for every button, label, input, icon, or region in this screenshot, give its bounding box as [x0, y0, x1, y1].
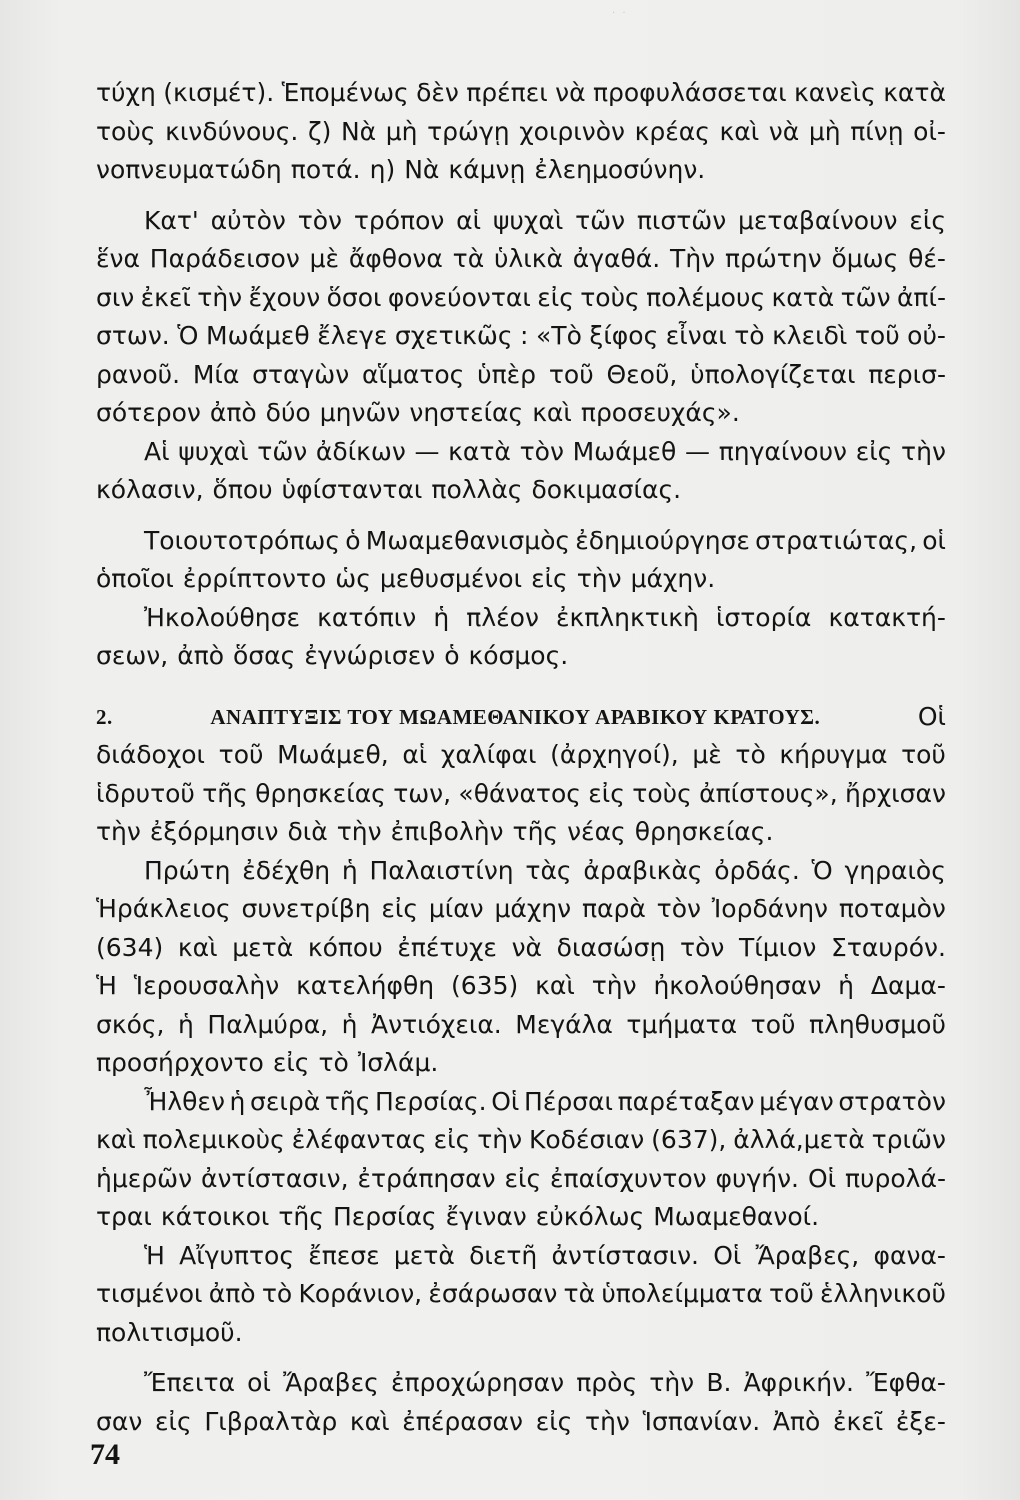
text-line: Ἡράκλειος συνετρίβη εἰς μίαν μάχην παρὰ τὸν Ἰορδάνην ποταμὸν [96, 894, 946, 923]
text-line: τοὺς κινδύνους. ζ) Νὰ μὴ τρώγῃ χοιρινὸν κρέας καὶ νὰ μὴ πίνῃ οἰ- [96, 116, 946, 146]
paragraph-gap [96, 510, 946, 522]
heading-part: 2. [96, 704, 113, 729]
heading-part: ΑΝΑΠΤΥΞΙΣ ΤΟΥ ΜΩΑΜΕΘΑΝΙΚΟΥ ΑΡΑΒΙΚΟΥ ΚΡΑΤΟΥΣ. [210, 704, 821, 729]
text-line: τραι κάτοικοι τῆς Περσίας ἔγιναν εὐκόλως Μωαμεθανοί. [96, 1202, 820, 1231]
text-line: ἕνα Παράδεισον μὲ ἄφθονα τὰ ὑλικὰ ἀγαθά. Τὴν πρώτην ὅμως θέ- [96, 244, 946, 273]
text-line: τὴν ἐξόρμησιν διὰ τὴν ἐπιβολὴν τῆς νέας θρησκείας. [96, 817, 774, 846]
text-line: κόλασιν, ὅπου ὑφίστανται πολλὰς δοκιμασίας. [96, 475, 682, 504]
scan-mark: · · [612, 8, 628, 19]
text-line: διάδοχοι τοῦ Μωάμεθ, αἱ χαλίφαι (ἀρχηγοί), μὲ τὸ κήρυγμα τοῦ [96, 740, 946, 769]
text-line: σκός, ἡ Παλμύρα, ἡ Ἀντιόχεια. Μεγάλα τμήματα τοῦ πληθυσμοῦ [96, 1009, 946, 1039]
paragraph-gap [96, 190, 946, 202]
text-line: ἡμερῶν ἀντίστασιν, ἐτράπησαν εἰς ἐπαίσχυντον φυγήν. Οἱ πυρολά- [96, 1163, 946, 1193]
text-line: σεων, ἀπὸ ὅσας ἐγνώρισεν ὁ κόσμος. [96, 641, 569, 670]
page-number: 74 [90, 1438, 120, 1471]
text-line: προσήρχοντο εἰς τὸ Ἰσλάμ. [96, 1048, 439, 1077]
body-text [96, 74, 946, 1441]
text-line: Ἡ Αἴγυπτος ἔπεσε μετὰ διετῆ ἀντίστασιν. Οἱ Ἄραβες, φανα- [144, 1240, 946, 1270]
heading-part: Οἱ [917, 701, 946, 731]
text-line: Ἡ Ἱερουσαλὴν κατελήφθη (635) καὶ τὴν ἠκολούθησαν ἡ Δαμα- [96, 971, 946, 1000]
text-line: ρανοῦ. Μία σταγὼν αἵματος ὑπὲρ τοῦ Θεοῦ, ὑπολογίζεται περισ- [96, 359, 946, 389]
text-line: Ἔπειτα οἱ Ἄραβες ἐπροχώρησαν πρὸς τὴν Β. Ἀφρικήν. Ἔφθα- [144, 1368, 946, 1397]
text-line: Τοιουτοτρόπως ὁ Μωαμεθανισμὸς ἐδημιούργησε στρατιώτας, οἱ [144, 525, 946, 555]
text-line: (634) καὶ μετὰ κόπου ἐπέτυχε νὰ διασώσῃ τὸν Τίμιον Σταυρόν. [96, 932, 946, 962]
text-line: νοπνευματώδη ποτά. η) Νὰ κάμνῃ ἐλεημοσύνην. [96, 155, 706, 184]
text-line: πολιτισμοῦ. [96, 1317, 243, 1347]
section-gap [96, 676, 946, 698]
text-line: Αἱ ψυχαὶ τῶν ἀδίκων — κατὰ τὸν Μωάμεθ — πηγαίνουν εἰς τὴν [144, 436, 946, 466]
text-line: Ἦλθεν ἡ σειρὰ τῆς Περσίας. Οἱ Πέρσαι παρέταξαν μέγαν στρατὸν [144, 1086, 946, 1116]
text-line: σιν ἐκεῖ τὴν ἔχουν ὅσοι φονεύονται εἰς τοὺς πολέμους κατὰ τῶν ἀπί- [96, 282, 946, 312]
text-line: καὶ πολεμικοὺς ἐλέφαντας εἰς τὴν Κοδέσιαν (637), ἀλλά,μετὰ τριῶν [96, 1125, 946, 1154]
text-line: ἱδρυτοῦ τῆς θρησκείας των, «θάνατος εἰς τοὺς ἀπίστους», ἤρχισαν [96, 778, 946, 808]
text-line: Πρώτη ἐδέχθη ἡ Παλαιστίνη τὰς ἀραβικὰς ὀρδάς. Ὁ γηραιὸς [144, 855, 946, 885]
text-line: Ἠκολούθησε κατόπιν ἡ πλέον ἐκπληκτικὴ ἱστορία κατακτή- [144, 602, 946, 632]
text-line: τισμένοι ἀπὸ τὸ Κοράνιον, ἐσάρωσαν τὰ ὑπολείμματα τοῦ ἑλληνικοῦ [96, 1279, 946, 1308]
text-line: τύχη (κισμέτ). Ἑπομένως δὲν πρέπει νὰ προφυλάσσεται κανεὶς κατὰ [96, 78, 946, 107]
text-line: Κατ' αὐτὸν τὸν τρόπον αἱ ψυχαὶ τῶν πιστῶν μεταβαίνουν εἰς [144, 205, 946, 235]
section-heading [96, 698, 946, 737]
text-line: ὁποῖοι ἐρρίπτοντο ὡς μεθυσμένοι εἰς τὴν μάχην. [96, 564, 716, 593]
text-line: σαν εἰς Γιβραλτὰρ καὶ ἐπέρασαν εἰς τὴν Ἱσπανίαν. Ἀπὸ ἐκεῖ ἐξε- [96, 1406, 946, 1436]
text-line: σότερον ἀπὸ δύο μηνῶν νηστείας καὶ προσευχάς». [96, 398, 740, 427]
paragraph-gap [96, 1352, 946, 1364]
text-line: στων. Ὁ Μωάμεθ ἔλεγε σχετικῶς : «Τὸ ξίφος εἶναι τὸ κλειδὶ τοῦ οὐ- [96, 321, 946, 350]
